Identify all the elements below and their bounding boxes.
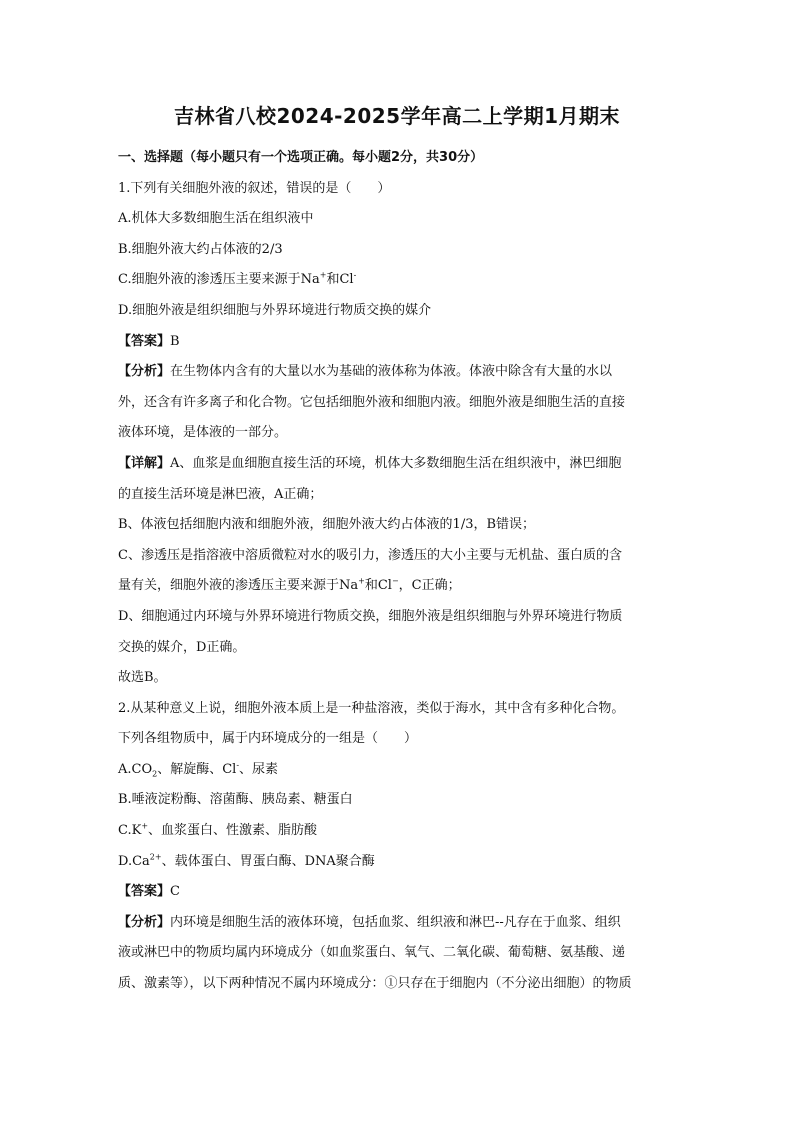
question-1-detail-line: C、渗透压是指溶液中溶质微粒对水的吸引力，渗透压的大小主要与无机盐、蛋白质的含 [118,547,622,563]
question-2-analysis-line: 质、激素等），以下两种情况不属内环境成分：①只存在于细胞内（不分泌出细胞）的物质 [118,976,632,992]
question-2-option-d [118,847,678,878]
detail-text: A、血浆是血细胞直接生活的环境，机体大多数细胞生活在组织液中，淋巴细胞 [170,455,622,471]
detail-tag: 【详解】 [118,455,171,471]
question-2-option-a [118,755,678,786]
answer-value: B [170,333,180,349]
detail-text: ，C正确； [398,578,461,594]
question-2-option-b: B.唾液淀粉酶、溶菌酶、胰岛素、糖蛋白 [118,792,353,808]
option-c-text: C.K [118,823,142,839]
question-2-stem: 2.从某种意义上说，细胞外液本质上是一种盐溶液，类似于海水，其中含有多种化合物。 [118,700,625,716]
question-1-stem: 1.下列有关细胞外液的叙述，错误的是（ ） [118,180,391,196]
analysis-text: 在生物体内含有的大量以水为基础的液体称为体液。体液中除含有大量的水以 [170,364,613,380]
superscript: + [319,271,327,281]
superscript: + [358,576,365,586]
question-1-detail-line [118,449,678,480]
question-1-answer [118,327,678,358]
superscript: 2+ [149,852,162,862]
document-body [118,143,678,1000]
question-1-analysis-line [118,357,678,388]
option-c-text: C.细胞外液的渗透压主要来源于Na [118,272,320,288]
section-heading: 一、选择题（每小题只有一个选项正确。每小题2分，共30分） [118,150,484,165]
superscript: - [236,760,240,770]
analysis-tag: 【分析】 [118,914,171,930]
superscript: - [353,271,357,281]
question-2-analysis-line: 液或淋巴中的物质均属内环境成分（如血浆蛋白、氧气、二氧化碳、葡萄糖、氨基酸、递 [118,945,626,961]
question-1-analysis-line: 外，还含有许多离子和化合物。它包括细胞外液和细胞内液。细胞外液是细胞生活的直接 [118,394,626,410]
question-1-detail-line: D、细胞通过内环境与外界环境进行物质交换，细胞外液是组织细胞与外界环境进行物质 [118,608,623,624]
subscript: 2 [152,769,158,779]
question-2-answer [118,877,678,908]
question-1-conclusion: 故选B。 [118,670,167,686]
question-1-detail-line: B、体液包括细胞内液和细胞外液，细胞外液大约占体液的1/3，B错误； [118,517,536,533]
option-c-text: 、血浆蛋白、性激素、脂肪酸 [148,823,318,839]
option-c-text-mid: 和Cl [326,272,354,288]
question-1-detail-line: 的直接生活环境是淋巴液，A正确； [118,486,323,502]
question-1-option-a: A.机体大多数细胞生活在组织液中 [118,211,314,227]
question-1-option-d: D.细胞外液是组织细胞与外界环境进行物质交换的媒介 [118,302,432,318]
question-1-option-b: B.细胞外液大约占体液的2/3 [118,241,283,257]
question-1-detail-line [118,571,678,602]
answer-tag: 【答案】 [118,333,171,349]
detail-text: 和Cl [364,578,392,594]
document-title: 吉林省八校2024-2025学年高二上学期1月期末 [173,104,621,128]
question-2-analysis-line [118,908,678,939]
question-2-stem: 下列各组物质中，属于内环境成分的一组是（ ） [118,731,418,747]
superscript: − [391,576,399,586]
answer-value: C [170,884,180,900]
detail-text: 量有关，细胞外液的渗透压主要来源于Na [118,578,359,594]
question-1-option-c [118,265,678,296]
option-d-text: D.Ca [118,853,150,869]
question-2-option-c [118,816,678,847]
option-a-text: 、尿素 [239,761,279,777]
analysis-tag: 【分析】 [118,364,171,380]
analysis-text: 内环境是细胞生活的液体环境，包括血浆、组织液和淋巴--凡存在于血浆、组织 [170,914,621,930]
option-d-text: 、载体蛋白、胃蛋白酶、DNA聚合酶 [161,853,375,869]
option-a-text: A.CO [118,761,153,777]
answer-tag: 【答案】 [118,884,171,900]
question-1-analysis-line: 液体环境，是体液的一部分。 [118,425,288,441]
question-1-detail-line: 交换的媒介，D正确。 [118,639,246,655]
option-a-text: 、解旋酶、Cl [157,761,237,777]
superscript: + [141,821,149,831]
